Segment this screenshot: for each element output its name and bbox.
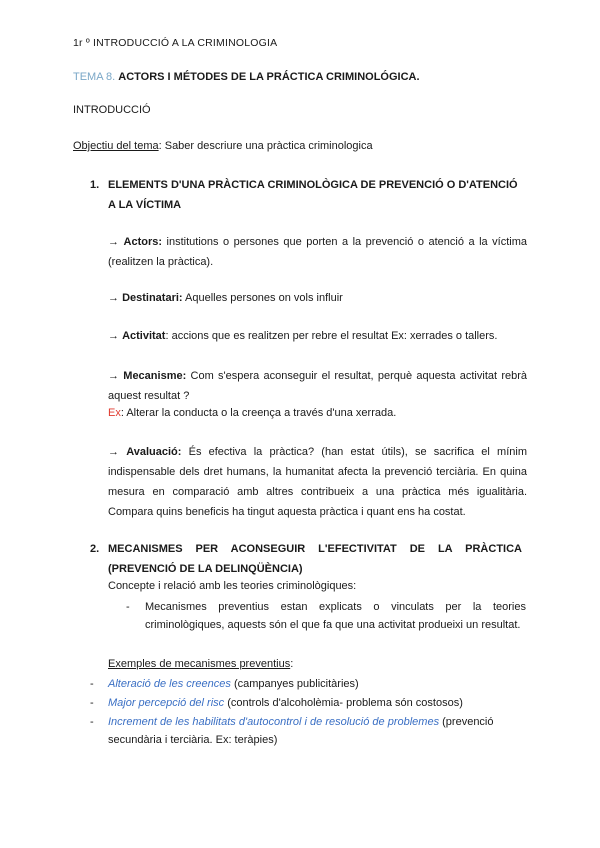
avaluacio-label: Avaluació: [126, 446, 182, 458]
examples-title: Exemples de mecanismes preventius [108, 658, 291, 670]
bullet-dash: - [126, 601, 130, 613]
title-main: ACTORS I MÉTODES DE LA PRÁCTICA CRIMINOLÓGICA. [118, 71, 420, 83]
mecanisme-label: Mecanisme: [123, 370, 187, 382]
example-dash: - [90, 697, 94, 709]
section1-heading-line2: A LA VÍCTIMA [108, 199, 182, 211]
page-header: 1r º INTRODUCCIÓ A LA CRIMINOLOGIA [73, 37, 278, 49]
mecanisme-paragraph [108, 366, 527, 406]
example-link: Increment de les habilitats d'autocontrol i de resolució de problemes [108, 716, 440, 728]
objective-colon: : [158, 140, 162, 152]
objective-label: Objectiu del tema [73, 140, 159, 152]
arrow-icon: → [108, 330, 119, 342]
concept-line: Concepte i relació amb les teories criminològiques: [108, 580, 357, 592]
section2-number: 2. [90, 543, 100, 555]
example-rest: (campanyes publicitàries) [230, 678, 359, 690]
title-tag: TEMA 8. [73, 71, 116, 83]
mecanisme-example [108, 406, 396, 420]
section1-number: 1. [90, 179, 100, 191]
actors-paragraph [108, 232, 527, 272]
arrow-icon: → [108, 292, 119, 304]
arrow-icon: → [108, 236, 119, 248]
activitat-text: : accions que es realitzen per rebre el resultat Ex: xerrades o tallers. [165, 330, 498, 342]
destinatari-text: Aquelles persones on vols influir [182, 292, 343, 304]
example-dash: - [90, 678, 94, 690]
arrow-icon: → [108, 446, 119, 458]
arrow-icon: → [108, 370, 119, 382]
mecanisme-text: Com s'espera aconseguir el resultat, perquè aquesta activitat rebrà aquest resultat ? [108, 370, 527, 402]
example-item [108, 675, 359, 693]
destinatari-paragraph [108, 288, 527, 308]
actors-label: Actors: [123, 236, 163, 248]
example-text: : Alterar la conducta o la creença a través d'una xerrada. [120, 407, 397, 419]
bullet-text: Mecanismes preventius estan explicats o vinculats per la teories criminològiques, aquests són el que fa que una activitat produeixi un resultat. [145, 601, 526, 631]
avaluacio-paragraph [108, 442, 527, 522]
section1-heading [90, 175, 530, 215]
document-title [73, 70, 420, 84]
intro-heading: INTRODUCCIÓ [73, 104, 151, 116]
example-dash: - [90, 716, 94, 728]
example-link: Alteració de les creences [108, 678, 231, 690]
example-item [108, 713, 518, 749]
avaluacio-text: És efectiva la pràctica? (han estat útils), se sacrifica el mínim indispensable dels dret humans, la humanitat afecta la prevenció terciària. En quina mesura en comparació amb altres contribueix a una pràctica més igualitària. Compara quins beneficis ha tingut aquesta pràctica i quant ens ha costat. [108, 446, 527, 518]
section2-heading [90, 539, 530, 579]
destinatari-label: Destinatari: [122, 292, 183, 304]
example-rest: (prevenció secundària i terciària. Ex: teràpies) [108, 716, 494, 746]
example-link: Major percepció del risc [108, 697, 225, 709]
example-rest: (controls d'alcoholèmia- problema són costosos) [224, 697, 463, 709]
objective-line [73, 139, 373, 153]
section2-heading-line2: (PREVENCIÓ DE LA DELINQÜÈNCIA) [108, 563, 303, 575]
example-label: Ex [108, 407, 121, 419]
examples-title-line [108, 657, 293, 671]
objective-text: Saber descriure una pràctica criminologica [161, 140, 373, 152]
activitat-label: Activitat [122, 330, 166, 342]
examples-colon: : [290, 658, 294, 670]
actors-text: institutions o persones que porten a la prevenció o atenció a la víctima (realitzen la pràctica). [108, 236, 527, 268]
section1-heading-line1: ELEMENTS D'UNA PRÀCTICA CRIMINOLÒGICA DE PREVENCIÓ O D'ATENCIÓ [108, 179, 518, 191]
activitat-paragraph [108, 326, 527, 346]
section2-heading-line1: MECANISMES PER ACONSEGUIR L'EFECTIVITAT DE LA PRÀCTICA [108, 543, 522, 555]
example-item [108, 694, 463, 712]
